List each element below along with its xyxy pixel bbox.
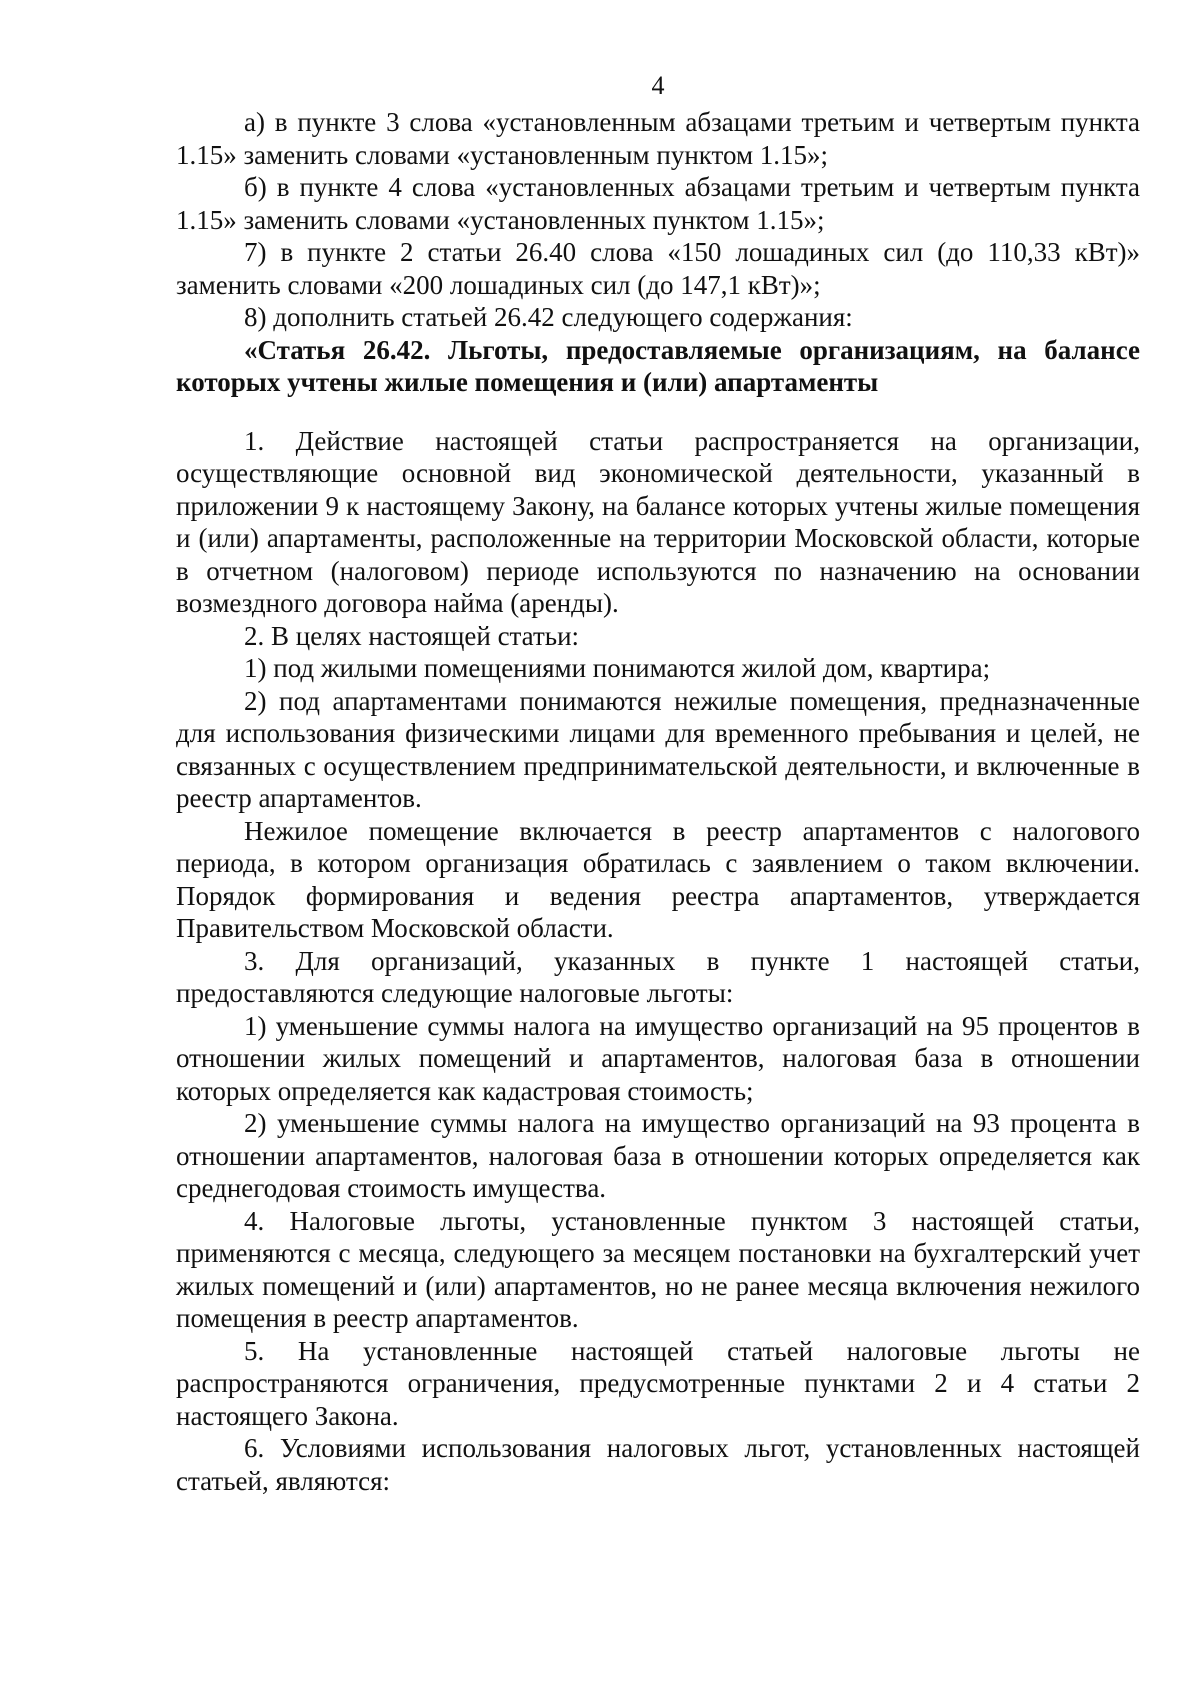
paragraph-1: 1. Действие настоящей статьи распространяется на организации, осуществляющие основной вид экономической деятельности, указанный в приложении 9 к настоящему Закону, на балансе которых учтены жилые помещения и (или) апартаменты, расположенные на территории Московской области, которые в отчетном (налоговом) периоде используются по назначению на основании возмездного договора найма (аренды). bbox=[176, 425, 1140, 618]
paragraph-amend-a: а) в пункте 3 слова «установленным абзацами третьим и четвертым пункта 1.15» заменить словами «установленным пунктом 1.15»; bbox=[176, 107, 1140, 170]
paragraph-2: 2. В целях настоящей статьи: bbox=[244, 620, 580, 651]
paragraph-amend-7: 7) в пункте 2 статьи 26.40 слова «150 лошадиных сил (до 110,33 кВт)» заменить словами «200 лошадиных сил (до 147,1 кВт)»; bbox=[176, 237, 1140, 300]
paragraph-registry: Нежилое помещение включается в реестр апартаментов с налогового периода, в котором организация обратилась с заявлением о таком включении. Порядок формирования и ведения реестра апартаментов, утверждается Правительством Московской области. bbox=[176, 815, 1140, 943]
paragraph-2-1: 1) под жилыми помещениями понимаются жилой дом, квартира; bbox=[244, 653, 991, 683]
article-heading: «Статья 26.42. Льготы, предоставляемые организациям, на балансе которых учтены жилые помещения и (или) апартаменты bbox=[176, 334, 1140, 397]
paragraph-3: 3. Для организаций, указанных в пункте 1 настоящей статьи, предоставляются следующие налоговые льготы: bbox=[176, 945, 1140, 1008]
paragraph-5: 5. На установленные настоящей статьей налоговые льготы не распространяются ограничения, предусмотренные пунктами 2 и 4 статьи 2 настоящего Закона. bbox=[176, 1335, 1140, 1431]
page-number: 4 bbox=[651, 71, 665, 100]
spacer bbox=[176, 399, 1140, 425]
paragraph-4: 4. Налоговые льготы, установленные пунктом 3 настоящей статьи, применяются с месяца, следующего за месяцем постановки на бухгалтерский учет жилых помещений и (или) апартаментов, но не ранее месяца включения нежилого помещения в реестр апартаментов. bbox=[176, 1205, 1140, 1333]
paragraph-amend-b: б) в пункте 4 слова «установленных абзацами третьим и четвертым пункта 1.15» заменить словами «установленных пунктом 1.15»; bbox=[176, 172, 1140, 235]
paragraph-3-1: 1) уменьшение суммы налога на имущество организаций на 95 процентов в отношении жилых помещений и апартаментов, налоговая база в отношении которых определяется как кадастровая стоимость; bbox=[176, 1010, 1140, 1106]
paragraph-2-2: 2) под апартаментами понимаются нежилые помещения, предназначенные для использования физическими лицами для временного пребывания и целей, не связанных с осуществлением предпринимательской деятельности, и включенные в реестр апартаментов. bbox=[176, 685, 1140, 813]
paragraph-amend-8: 8) дополнить статьей 26.42 следующего содержания: bbox=[244, 302, 853, 332]
paragraph-3-2: 2) уменьшение суммы налога на имущество организаций на 93 процента в отношении апартаментов, налоговая база в отношении которых определяется как среднегодовая стоимость имущества. bbox=[176, 1108, 1140, 1203]
paragraph-6: 6. Условиями использования налоговых льгот, установленных настоящей статьей, являются: bbox=[176, 1433, 1140, 1496]
document-page bbox=[176, 70, 1140, 1497]
